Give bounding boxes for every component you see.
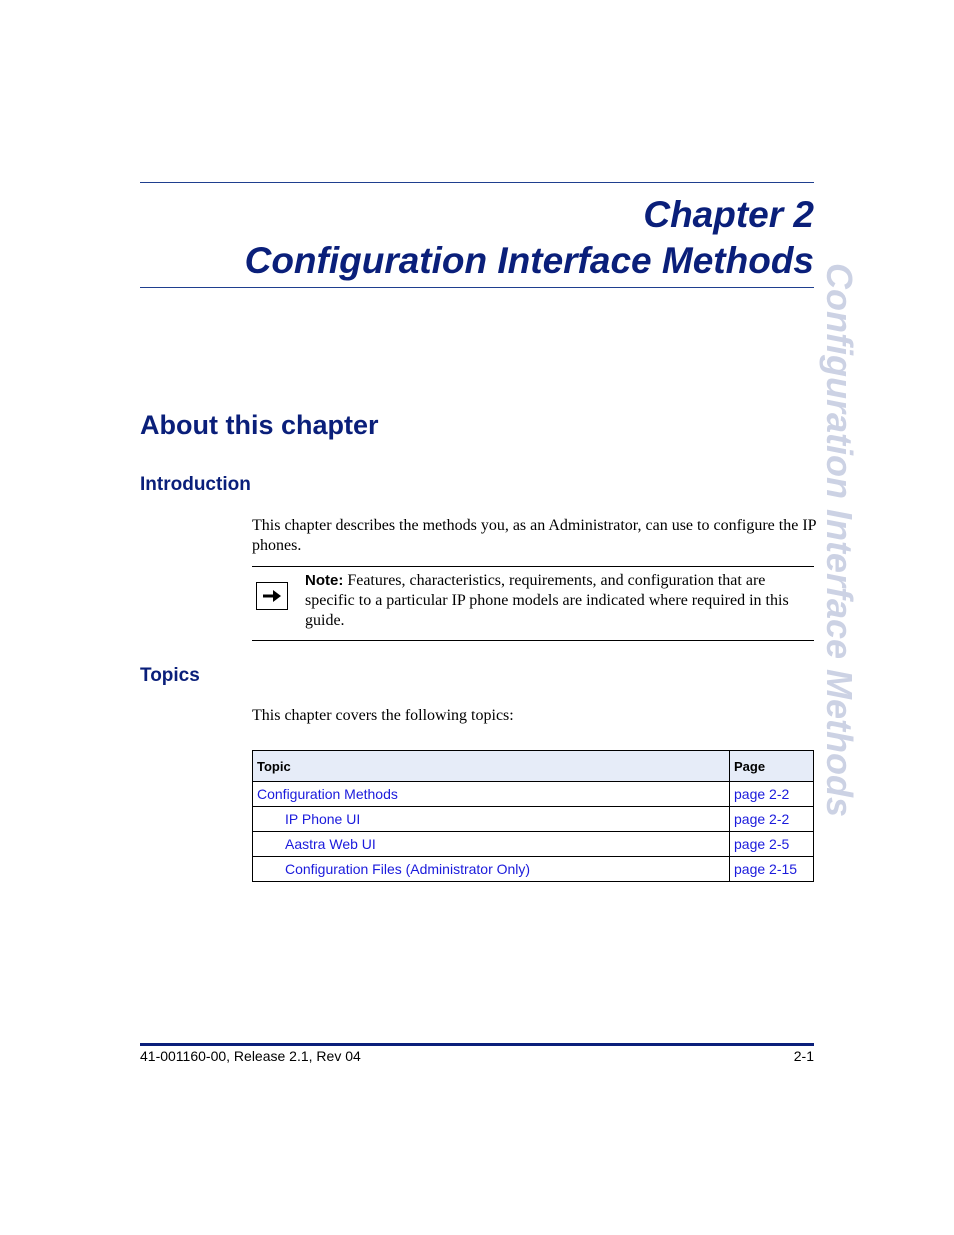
section-heading: About this chapter (140, 410, 379, 440)
topic-link[interactable]: Configuration Files (Administrator Only) (253, 857, 730, 882)
chapter-top-rule (140, 182, 814, 183)
table-row (253, 782, 814, 807)
introduction-body: This chapter describes the methods you, as an Administrator, can use to configure the IP phones. (252, 517, 816, 554)
page-link[interactable]: page 2-15 (730, 857, 814, 882)
page-link[interactable]: page 2-2 (730, 782, 814, 807)
topic-link[interactable]: IP Phone UI (253, 807, 730, 832)
note-label: Note: (305, 572, 344, 589)
footer-doc-id: 41-001160-00, Release 2.1, Rev 04 (140, 1048, 361, 1064)
topics-table (252, 750, 814, 882)
table-row (253, 857, 814, 882)
footer-rule (140, 1043, 814, 1046)
arrow-right-icon (256, 582, 288, 610)
chapter-title (245, 192, 814, 284)
note-body: Features, characteristics, requirements, and configuration that are specific to a particular IP phone models are indicated where required in this guide. (305, 572, 789, 629)
side-tab-label: Configuration Interface Methods (819, 262, 860, 817)
note-bottom-rule (252, 640, 814, 641)
table-row (253, 832, 814, 857)
topic-link[interactable]: Configuration Methods (253, 782, 730, 807)
table-row (253, 807, 814, 832)
chapter-bottom-rule (140, 287, 814, 288)
table-header-row (253, 751, 814, 782)
header-topic: Topic (253, 751, 730, 782)
topic-link[interactable]: Aastra Web UI (253, 832, 730, 857)
header-page: Page (730, 751, 814, 782)
note-top-rule (252, 566, 814, 567)
topics-intro: This chapter covers the following topics: (252, 707, 514, 724)
chapter-number: Chapter 2 (643, 194, 814, 235)
chapter-name: Configuration Interface Methods (244, 240, 814, 281)
side-tab (816, 252, 862, 827)
page-link[interactable]: page 2-5 (730, 832, 814, 857)
note-text (305, 571, 810, 631)
topics-heading: Topics (140, 665, 200, 686)
introduction-heading: Introduction (140, 474, 251, 495)
page-link[interactable]: page 2-2 (730, 807, 814, 832)
footer-page-number: 2-1 (793, 1048, 814, 1064)
